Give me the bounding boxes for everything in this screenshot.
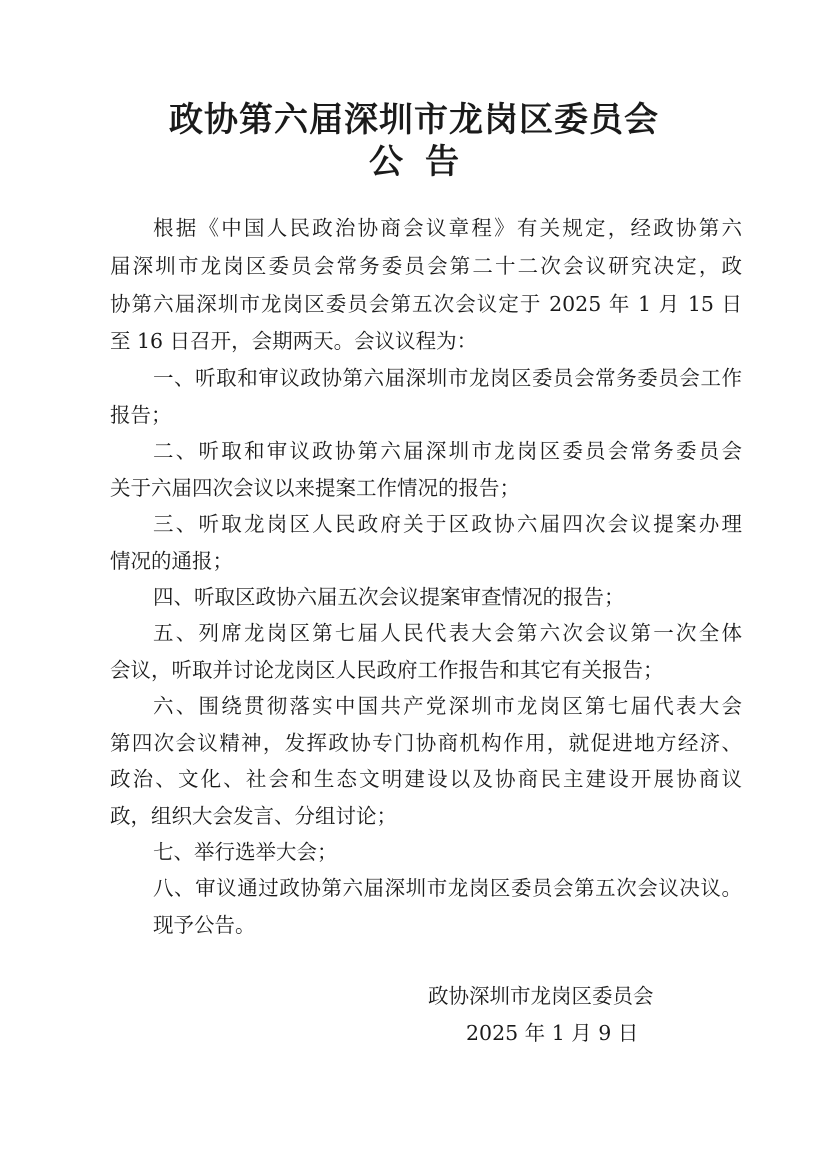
agenda-item-4: 四、听取区政协六届五次会议提案审查情况的报告；: [153, 585, 625, 609]
agenda-item-1: 一、听取和审议政协第六届深圳市龙岗区委员会常务委员会工作: [153, 366, 742, 390]
body-line: 第四次会议精神，发挥政协专门协商机构作用，就促进地方经济、: [110, 731, 742, 755]
body-line: 会议，听取并讨论龙岗区人民政府工作报告和其它有关报告；: [110, 658, 664, 682]
agenda-item-5: 五、列席龙岗区第七届人民代表大会第六次会议第一次全体: [153, 621, 742, 645]
agenda-item-6: 六、围绕贯彻落实中国共产党深圳市龙岗区第七届代表大会: [153, 694, 742, 718]
body-line: 届深圳市龙岗区委员会常务委员会第二十二次会议研究决定，政: [110, 254, 742, 278]
body-line: 协第六届深圳市龙岗区委员会第五次会议定于 2025 年 1 月 15 日: [110, 292, 742, 316]
body-line: 关于六届四次会议以来提案工作情况的报告；: [110, 476, 520, 500]
closing-statement: 现予公告。: [153, 913, 256, 937]
body-line: 政，组织大会发言、分组讨论；: [110, 804, 397, 828]
body-line: 政治、文化、社会和生态文明建设以及协商民主建设开展协商议: [110, 767, 742, 791]
document-title: 政协第六届深圳市龙岗区委员会: [169, 100, 659, 140]
agenda-item-3: 三、听取龙岗区人民政府关于区政协六届四次会议提案办理: [153, 512, 742, 536]
signature-organization: 政协深圳市龙岗区委员会: [428, 984, 654, 1008]
agenda-item-7: 七、举行选举大会；: [153, 840, 338, 864]
agenda-item-2: 二、听取和审议政协第六届深圳市龙岗区委员会常务委员会: [153, 439, 742, 463]
body-line: 报告；: [110, 403, 172, 427]
body-line: 情况的通报；: [110, 549, 233, 573]
agenda-item-8: 八、审议通过政协第六届深圳市龙岗区委员会第五次会议决议。: [153, 876, 742, 900]
document-subtitle: 公告: [369, 142, 481, 182]
body-line: 至 16 日召开，会期两天。会议议程为：: [110, 329, 478, 353]
body-line: 根据《中国人民政治协商会议章程》有关规定，经政协第六: [153, 216, 742, 240]
signature-date: 2025 年 1 月 9 日: [466, 1021, 639, 1045]
